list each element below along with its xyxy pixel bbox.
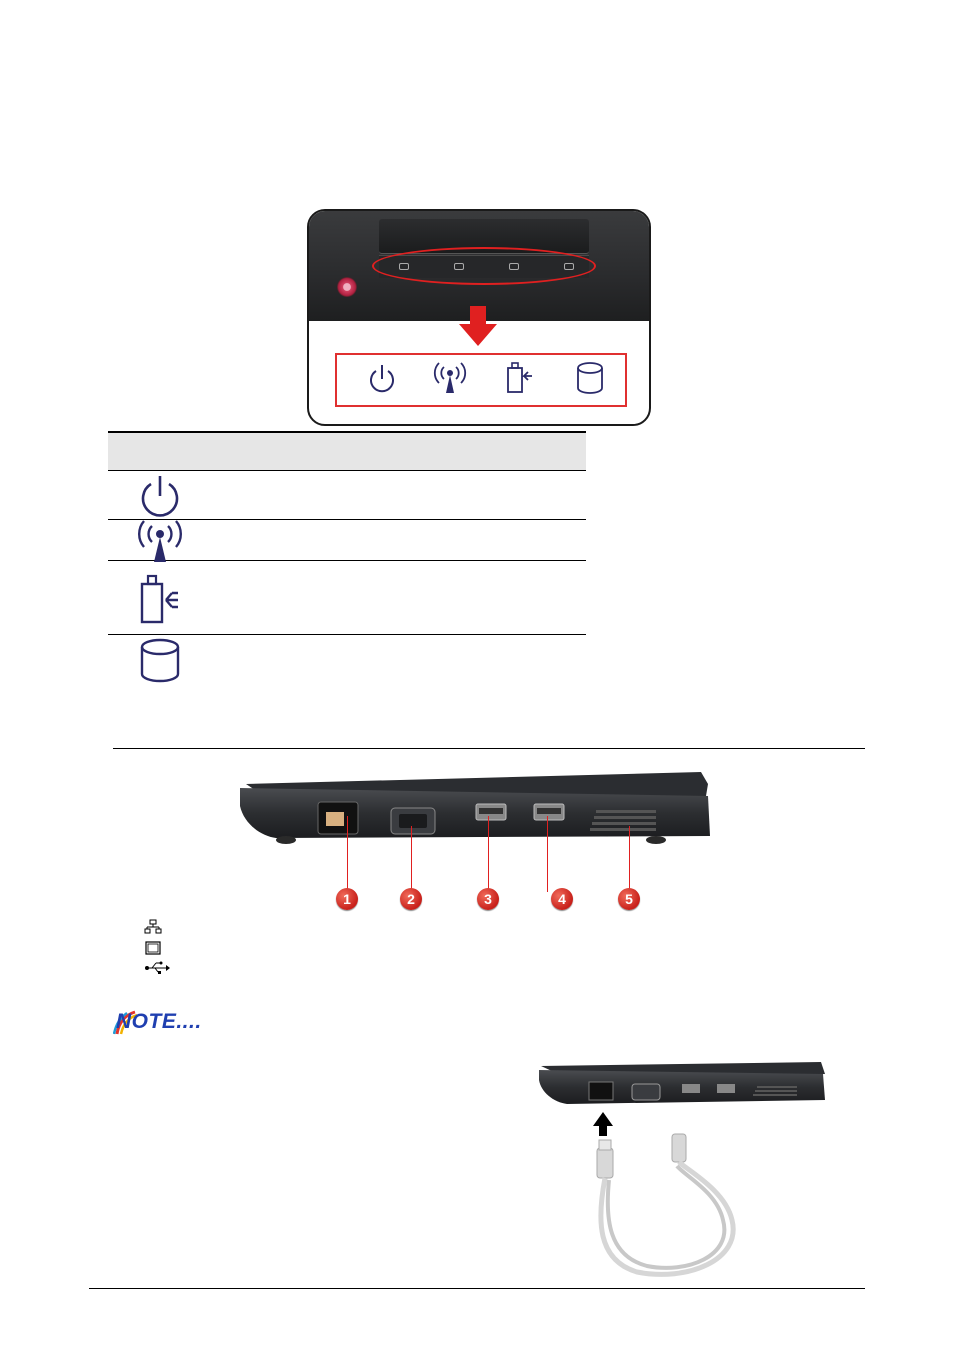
- callout-4: 4: [551, 888, 573, 910]
- table-rule: [108, 634, 586, 635]
- right-side-ports-photo: [236, 766, 712, 916]
- callout-1: 1: [336, 888, 358, 910]
- audio-jack: [337, 277, 357, 297]
- lan-icon: [144, 919, 162, 935]
- footer-rule: [89, 1288, 865, 1289]
- usb-icon: [144, 961, 170, 975]
- table-top-rule: [108, 431, 586, 433]
- wireless-icon: [432, 361, 468, 395]
- hdd-icon: [575, 361, 605, 395]
- callout-3: 3: [477, 888, 499, 910]
- callout-line: [488, 816, 489, 892]
- battery-charge-icon: [136, 574, 182, 626]
- callout-5: 5: [618, 888, 640, 910]
- hdd-icon: [138, 638, 182, 684]
- callout-line: [629, 826, 630, 892]
- highlight-ellipse: [372, 247, 596, 285]
- callout-2: 2: [400, 888, 422, 910]
- vga-icon: [144, 940, 162, 956]
- power-icon: [138, 474, 182, 520]
- note-title: NOTE....: [116, 1010, 202, 1033]
- power-icon: [367, 363, 397, 395]
- section-divider: [113, 748, 865, 749]
- status-indicator-photo: [307, 209, 651, 426]
- table-header: [108, 432, 586, 470]
- wireless-icon: [134, 520, 186, 562]
- led-icon-box: [335, 353, 627, 407]
- callout-line: [347, 816, 348, 892]
- callout-line: [547, 816, 548, 892]
- callout-line: [411, 826, 412, 892]
- table-rule: [108, 470, 586, 471]
- lan-cable-photo: [537, 1060, 825, 1282]
- battery-charge-icon: [502, 360, 536, 396]
- red-arrow-down-icon: [459, 306, 497, 346]
